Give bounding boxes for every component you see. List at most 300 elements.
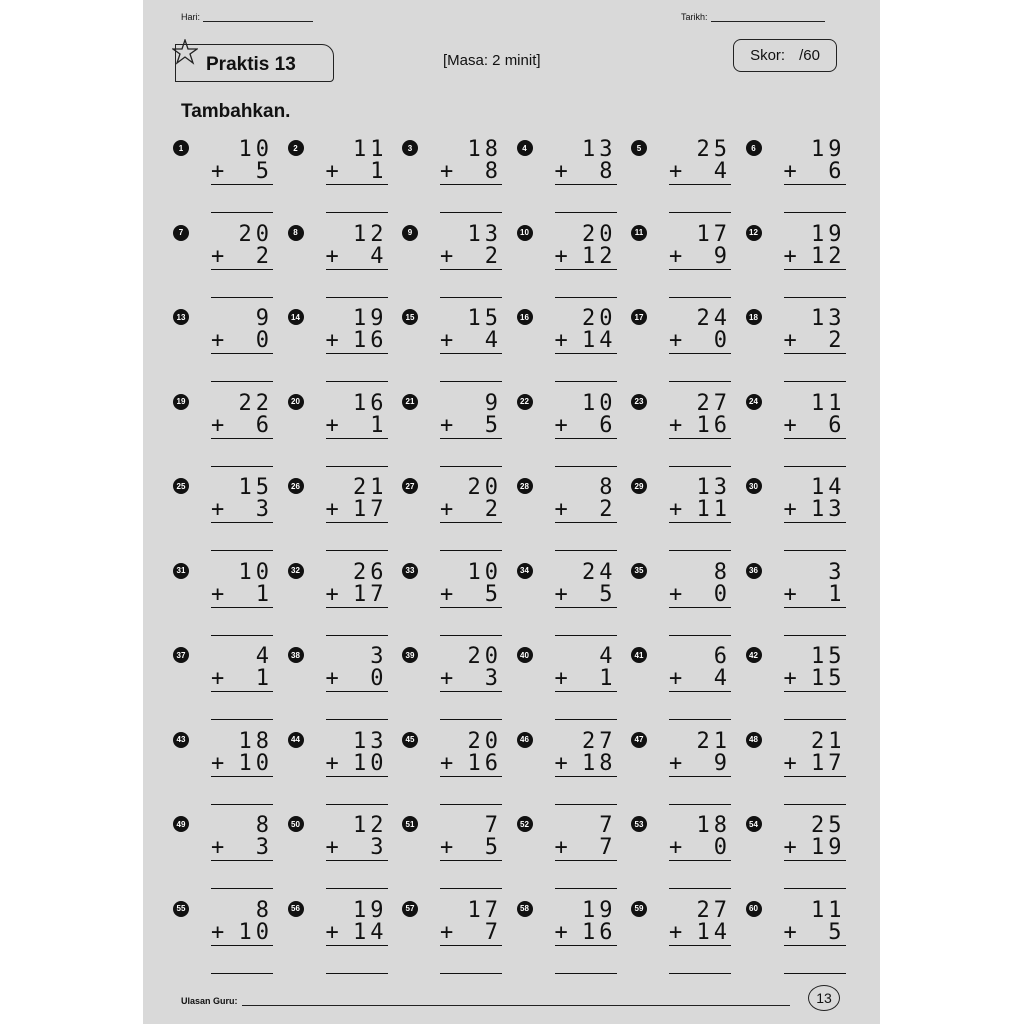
answer-line[interactable] [784,973,846,974]
addition-problem [288,476,398,554]
addend-bottom: 1 [828,581,846,607]
addend-top: 6 [713,644,731,669]
addend-row [669,921,731,946]
addend-bottom: 17 [811,750,846,776]
answer-line[interactable] [555,804,617,805]
problem-number: 28 [517,478,533,494]
addition-problem [746,223,856,301]
plus-sign: + [440,497,454,522]
plus-sign: + [783,666,797,691]
problem-number: 50 [288,816,304,832]
plus-sign: + [325,666,339,691]
plus-sign: + [783,581,797,607]
addend-top: 24 [582,559,617,585]
addend-top: 13 [353,728,388,754]
problem-number: 4 [517,140,533,156]
addend-row [326,836,388,861]
addend-bottom: 11 [696,497,731,522]
addend-top: 4 [599,644,617,669]
answer-line[interactable] [211,719,273,720]
answer-line[interactable] [555,635,617,636]
addend-row [784,583,846,608]
problem-number: 7 [173,225,189,241]
addend-top: 21 [353,475,388,500]
plus-sign: + [211,581,225,607]
addition-problem [517,899,627,977]
skor-box [733,39,837,72]
addend-bottom: 16 [696,412,731,438]
addition-problem [631,223,741,301]
plus-sign: + [554,750,568,776]
answer-line[interactable] [669,635,731,636]
addition-problem [517,307,627,385]
plus-sign: + [325,581,339,607]
addend-row [669,836,731,861]
addition-problem [402,307,512,385]
addend-top: 12 [353,813,388,838]
answer-line[interactable] [211,297,273,298]
problem-number: 12 [746,225,762,241]
plus-sign: + [440,666,454,691]
addend-bottom: 8 [484,159,502,184]
plus-sign: + [211,497,225,522]
ulasan-label: Ulasan Guru: [181,996,238,1006]
answer-line[interactable] [326,381,388,382]
addend-bottom: 6 [828,159,846,184]
addition-problem [402,223,512,301]
answer-line[interactable] [211,466,273,467]
problem-number: 15 [402,309,418,325]
problem-number: 59 [631,901,647,917]
plus-sign: + [669,919,683,945]
answer-line[interactable] [669,297,731,298]
addend-bottom: 5 [599,581,617,607]
answer-line[interactable] [784,719,846,720]
answer-line[interactable] [555,719,617,720]
problem-number: 52 [517,816,533,832]
problem-number: 34 [517,563,533,579]
addend-row [440,498,502,523]
addend-bottom: 0 [370,666,388,691]
addend-row [784,329,846,354]
problem-number: 25 [173,478,189,494]
answer-line[interactable] [669,381,731,382]
answer-line[interactable] [784,381,846,382]
addend-top: 21 [811,728,846,754]
addition-problem [173,814,283,892]
problem-number: 44 [288,732,304,748]
problem-number: 42 [746,647,762,663]
plus-sign: + [325,412,339,438]
addend-row [440,667,502,692]
addend-bottom: 4 [713,159,731,184]
addition-problem [631,561,741,639]
addend-row [669,667,731,692]
answer-line[interactable] [440,719,502,720]
plus-sign: + [554,328,568,353]
answer-line[interactable] [784,297,846,298]
addend-top: 20 [582,306,617,331]
addition-problem [631,138,741,216]
answer-line[interactable] [326,973,388,974]
addition-problem [631,307,741,385]
answer-line[interactable] [440,888,502,889]
addend-bottom: 5 [484,835,502,860]
addend-top: 20 [582,221,617,247]
addend-row [669,245,731,270]
problem-number: 41 [631,647,647,663]
answer-line[interactable] [784,635,846,636]
problem-number: 56 [288,901,304,917]
answer-line[interactable] [669,804,731,805]
answer-line[interactable] [326,550,388,551]
answer-line[interactable] [555,888,617,889]
answer-line[interactable] [784,212,846,213]
addend-top: 8 [599,475,617,500]
addend-bottom: 16 [467,750,502,776]
plus-sign: + [440,581,454,607]
problem-number: 47 [631,732,647,748]
addend-bottom: 6 [255,412,273,438]
answer-line[interactable] [326,888,388,889]
answer-line[interactable] [669,719,731,720]
problem-number: 35 [631,563,647,579]
addition-problem [746,476,856,554]
plus-sign: + [669,328,683,353]
addend-row [669,414,731,439]
addend-bottom: 3 [255,497,273,522]
plus-sign: + [783,835,797,860]
masa-label: [Masa: 2 minit] [443,52,541,69]
addition-problem [288,730,398,808]
addition-problem [402,899,512,977]
plus-sign: + [783,497,797,522]
problem-number: 30 [746,478,762,494]
plus-sign: + [554,581,568,607]
addend-row [326,667,388,692]
addition-problem [288,814,398,892]
addend-row [211,667,273,692]
addition-problem [288,561,398,639]
addend-row [555,583,617,608]
addend-row [555,752,617,777]
plus-sign: + [440,243,454,269]
addition-problem [173,138,283,216]
addend-row [555,329,617,354]
addend-bottom: 14 [582,328,617,353]
ulasan-line [242,996,790,1006]
addend-top: 18 [238,728,273,754]
answer-line[interactable] [784,550,846,551]
addition-problem [517,814,627,892]
addend-top: 11 [811,897,846,923]
answer-line[interactable] [211,973,273,974]
addition-problem [288,138,398,216]
problem-number: 31 [173,563,189,579]
addend-top: 10 [582,390,617,416]
answer-line[interactable] [440,381,502,382]
addend-top: 20 [467,475,502,500]
addend-bottom: 7 [484,919,502,945]
addend-top: 15 [238,475,273,500]
plus-sign: + [211,328,225,353]
answer-line[interactable] [326,719,388,720]
addend-top: 12 [353,221,388,247]
plus-sign: + [554,243,568,269]
problem-number: 33 [402,563,418,579]
addend-row [555,245,617,270]
answer-line[interactable] [211,550,273,551]
addend-bottom: 2 [484,497,502,522]
answer-line[interactable] [211,804,273,805]
addend-bottom: 4 [370,243,388,269]
answer-line[interactable] [669,973,731,974]
addend-bottom: 8 [599,159,617,184]
answer-line[interactable] [784,804,846,805]
addend-row [440,414,502,439]
addend-bottom: 0 [713,581,731,607]
plus-sign: + [211,243,225,269]
addition-problem [288,645,398,723]
hari-field[interactable] [181,12,313,22]
addend-row [784,921,846,946]
addend-bottom: 16 [582,919,617,945]
answer-line[interactable] [211,212,273,213]
addition-problem [173,392,283,470]
problem-number: 14 [288,309,304,325]
answer-line[interactable] [326,804,388,805]
addend-top: 11 [353,137,388,162]
addend-top: 14 [811,475,846,500]
addition-problem [517,392,627,470]
problem-number: 49 [173,816,189,832]
answer-line[interactable] [555,973,617,974]
problem-number: 22 [517,394,533,410]
addend-top: 19 [353,306,388,331]
addend-top: 17 [696,221,731,247]
answer-line[interactable] [326,635,388,636]
problem-number: 17 [631,309,647,325]
answer-line[interactable] [211,635,273,636]
problem-number: 36 [746,563,762,579]
problem-number: 9 [402,225,418,241]
addition-problem [517,476,627,554]
addend-top: 7 [599,813,617,838]
problem-number: 39 [402,647,418,663]
plus-sign: + [554,412,568,438]
plus-sign: + [325,159,339,184]
problem-number: 27 [402,478,418,494]
addend-bottom: 4 [713,666,731,691]
ulasan-guru-field[interactable] [181,996,790,1006]
answer-line[interactable] [669,212,731,213]
answer-line[interactable] [555,212,617,213]
plus-sign: + [669,750,683,776]
addition-problem [288,307,398,385]
plus-sign: + [554,159,568,184]
addend-row [669,583,731,608]
addend-row [669,329,731,354]
addend-bottom: 3 [484,666,502,691]
addition-problem [402,476,512,554]
tarikh-field[interactable] [681,12,825,22]
addend-top: 8 [713,559,731,585]
addition-problem [746,561,856,639]
answer-line[interactable] [784,888,846,889]
addend-row [326,921,388,946]
addend-top: 15 [467,306,502,331]
answer-line[interactable] [440,297,502,298]
problem-number: 43 [173,732,189,748]
addition-problem [173,645,283,723]
addition-problem [173,730,283,808]
addend-bottom: 10 [238,919,273,945]
addend-bottom: 0 [713,835,731,860]
addend-row [669,498,731,523]
addition-problem [746,138,856,216]
addend-row [211,921,273,946]
addend-row [211,414,273,439]
plus-sign: + [325,328,339,353]
addition-problem [402,730,512,808]
problem-number: 38 [288,647,304,663]
addition-problem [402,561,512,639]
answer-line[interactable] [784,466,846,467]
addend-top: 18 [696,813,731,838]
addend-row [211,498,273,523]
problem-number: 58 [517,901,533,917]
addend-row [326,245,388,270]
problem-number: 54 [746,816,762,832]
addition-problem [631,392,741,470]
problem-number: 51 [402,816,418,832]
addition-problem [402,392,512,470]
answer-line[interactable] [669,466,731,467]
addend-row [784,245,846,270]
answer-line[interactable] [440,804,502,805]
addend-top: 27 [582,728,617,754]
addend-row [326,583,388,608]
answer-line[interactable] [326,212,388,213]
addend-row [784,667,846,692]
plus-sign: + [440,412,454,438]
plus-sign: + [211,835,225,860]
addend-bottom: 3 [370,835,388,860]
answer-line[interactable] [440,466,502,467]
addend-bottom: 5 [828,919,846,945]
answer-line[interactable] [211,381,273,382]
skor-total: /60 [799,47,820,64]
addend-row [211,245,273,270]
answer-line[interactable] [555,297,617,298]
addend-row [211,836,273,861]
plus-sign: + [440,919,454,945]
answer-line[interactable] [555,550,617,551]
plus-sign: + [325,243,339,269]
answer-line[interactable] [555,466,617,467]
tarikh-line [711,12,825,22]
addend-row [326,752,388,777]
addend-bottom: 1 [599,666,617,691]
addend-top: 13 [467,221,502,247]
addition-problem [288,223,398,301]
addend-row [784,752,846,777]
addition-problem [517,561,627,639]
addend-top: 18 [467,137,502,162]
addend-row [440,752,502,777]
addend-top: 11 [811,390,846,416]
addend-bottom: 0 [713,328,731,353]
addition-problem [631,730,741,808]
addend-bottom: 14 [353,919,388,945]
problem-number: 23 [631,394,647,410]
addend-top: 24 [696,306,731,331]
addend-row [555,414,617,439]
addend-bottom: 1 [370,412,388,438]
addend-top: 20 [467,644,502,669]
answer-line[interactable] [440,550,502,551]
addend-bottom: 9 [713,243,731,269]
answer-line[interactable] [211,888,273,889]
problem-number: 26 [288,478,304,494]
addend-top: 25 [811,813,846,838]
addition-problem [746,645,856,723]
hari-label: Hari: [181,12,201,22]
problem-number: 29 [631,478,647,494]
answer-line[interactable] [440,635,502,636]
problem-number: 57 [402,901,418,917]
plus-sign: + [325,750,339,776]
problem-number: 3 [402,140,418,156]
addend-bottom: 6 [599,412,617,438]
addend-bottom: 4 [484,328,502,353]
addition-problem [631,476,741,554]
answer-line[interactable] [326,466,388,467]
answer-line[interactable] [669,550,731,551]
addend-bottom: 2 [255,243,273,269]
addend-top: 19 [353,897,388,923]
addend-top: 19 [811,221,846,247]
addition-problem [402,814,512,892]
addend-row [326,160,388,185]
problem-number: 20 [288,394,304,410]
addition-problem [402,645,512,723]
problem-number: 37 [173,647,189,663]
addend-top: 3 [828,559,846,585]
problem-number: 53 [631,816,647,832]
answer-line[interactable] [669,888,731,889]
answer-line[interactable] [440,212,502,213]
addend-top: 19 [582,897,617,923]
answer-line[interactable] [326,297,388,298]
problem-number: 2 [288,140,304,156]
addition-problem [173,307,283,385]
plus-sign: + [325,919,339,945]
addend-row [784,160,846,185]
addend-top: 22 [238,390,273,416]
addend-top: 25 [696,137,731,162]
addend-top: 27 [696,390,731,416]
addend-row [326,329,388,354]
addend-top: 13 [696,475,731,500]
addend-bottom: 3 [255,835,273,860]
answer-line[interactable] [440,973,502,974]
addend-top: 7 [484,813,502,838]
answer-line[interactable] [555,381,617,382]
star-icon [172,39,198,65]
plus-sign: + [783,328,797,353]
tarikh-label: Tarikh: [681,12,708,22]
